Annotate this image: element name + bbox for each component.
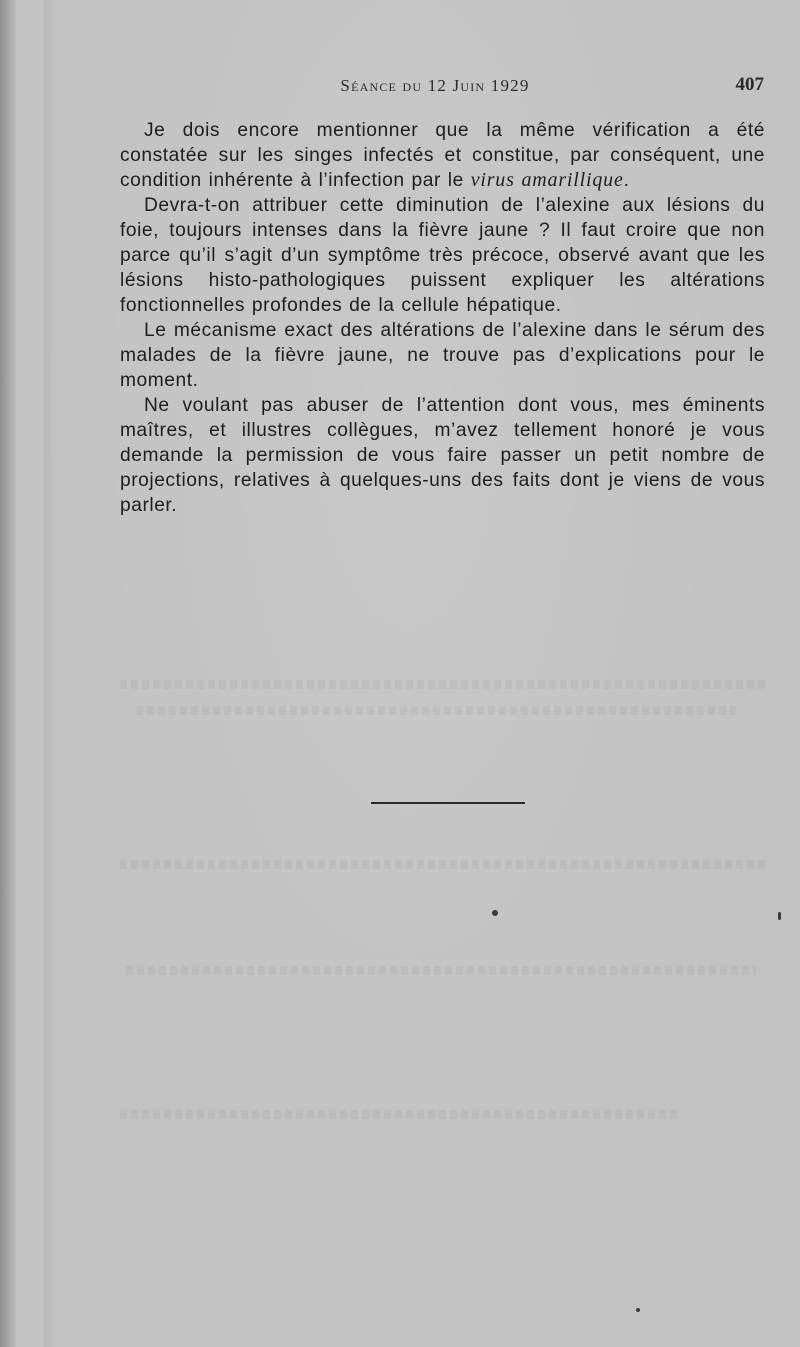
ink-speck <box>492 910 498 916</box>
paragraph-text-end: . <box>623 170 630 191</box>
page-number: 407 <box>735 74 764 95</box>
show-through <box>120 1110 680 1119</box>
show-through <box>120 860 765 869</box>
paragraph: Le mécanisme exact des altérations de l’alexine dans le sérum des malades de la fièvre jaune, ne trouve pas d’explications pour le moment. <box>120 320 765 391</box>
running-head: Séance du 12 Juin 1929 <box>340 76 530 95</box>
paragraph-text: Je dois encore mentionner que la même vérification a été constatée sur les singes infectés et constitue, par conséquent, une condition inhérente à l’infection par le <box>120 120 765 191</box>
gutter-shade <box>44 0 54 1347</box>
ink-speck <box>636 1308 640 1312</box>
scan-binding-shadow <box>0 0 16 1347</box>
show-through <box>120 680 765 689</box>
closing-rule <box>371 802 525 804</box>
book-page <box>16 0 800 1347</box>
show-through <box>126 966 756 975</box>
paragraph: Devra-t-on attribuer cette diminution de l’alexine aux lésions du foie, toujours intenses dans la fièvre jaune ? Il faut croire que non parce qu’il s’agit d’un symptôme très précoce, observé avant que les lésions histo-pathologiques puissent expliquer les altérations fonctionnelles profondes de la cellule hépatique. <box>120 195 765 316</box>
show-through <box>136 706 736 715</box>
paragraph <box>120 118 765 193</box>
article-body <box>120 118 765 518</box>
ink-speck <box>778 912 781 920</box>
page-header <box>106 74 764 102</box>
paragraph: Ne voulant pas abuser de l’attention dont vous, mes éminents maîtres, et illustres collègues, m’avez tellement honoré je vous demande la permission de vous faire passer un petit nombre de projections, relatives à quelques-uns des faits dont je viens de vous parler. <box>120 395 765 516</box>
italic-term: virus amarillique <box>470 169 624 191</box>
